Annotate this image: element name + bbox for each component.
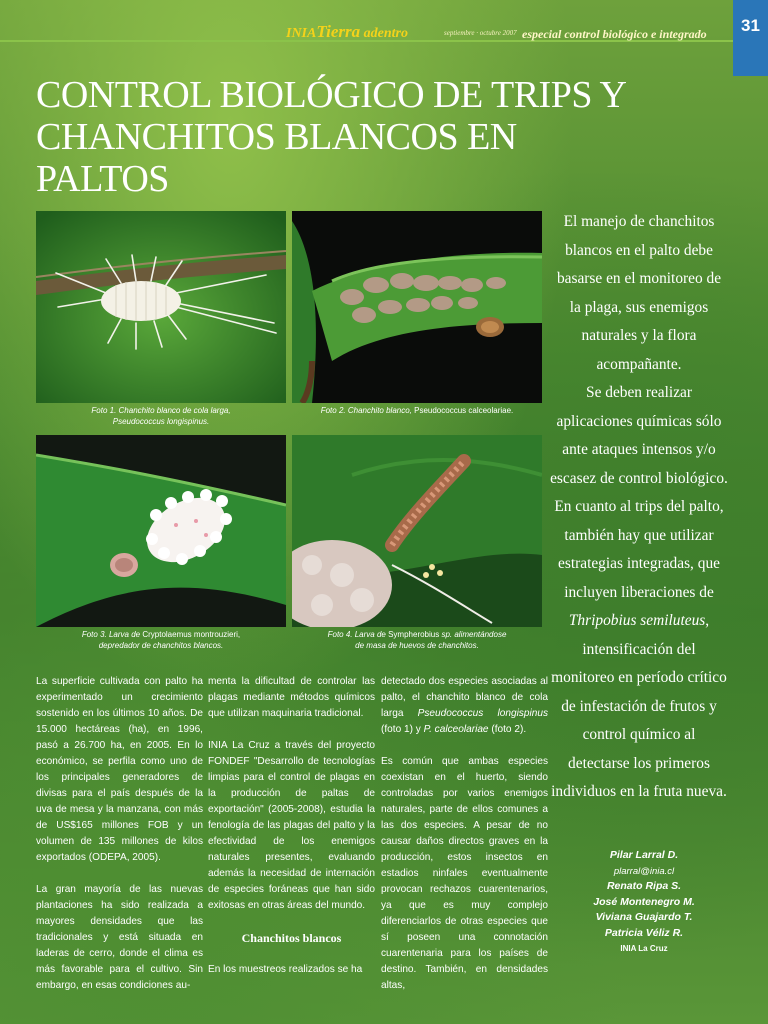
photo-1-caption: Foto 1. Chanchito blanco de cola larga, Pseudococcus longispinus. bbox=[91, 406, 231, 426]
brand-adentro: adentro bbox=[363, 26, 408, 41]
pull-quote: El manejo de chanchitos blancos en el palto debe basarse en el monitoreo de la plaga, sus enemigos naturales y la flora acompañante. Se deben realizar aplicaciones químicas sólo ante ataques intensos y/o escasez de control biológico. En cuanto al trips del palto, también hay que utilizar estrategias integradas, que incluyen liberaciones de Thripobius semiluteus, intensificación del monitoreo en período crítico de infestación de frutos y control químico al detectarse los primeros individuos en la fruta nueva. bbox=[550, 213, 728, 800]
photo-2-mealybug-colony bbox=[292, 211, 542, 403]
photo-1-longtailed-mealybug bbox=[36, 211, 286, 403]
paragraph: detectado dos especies asociadas al palto, el chanchito blanco de cola larga Pseudococcus longispinus (foto 1) y P. calceolariae (foto 2). bbox=[381, 676, 548, 735]
brand-inia: INIA bbox=[286, 26, 317, 41]
issue-date: septiembre · octubre 2007 bbox=[444, 29, 517, 37]
author-name: Pilar Larral D. bbox=[609, 849, 679, 861]
photo-4-sympherobius-larva bbox=[292, 435, 542, 627]
magazine-logo bbox=[286, 22, 408, 42]
photo-3-caption: Foto 3. Larva de Cryptolaemus montrouzieri, depredador de chanchitos blancos. bbox=[81, 630, 241, 650]
body-column-3 bbox=[381, 674, 548, 1010]
author-name: José Montenegro M. bbox=[593, 895, 695, 908]
body-column-2 bbox=[208, 674, 375, 994]
paragraph: menta la dificultad de controlar las plagas mediante métodos químicos que utilizan maquinaria tradicional. bbox=[208, 676, 375, 719]
article-title-line1: CONTROL BIOLÓGICO DE TRIPS Y bbox=[36, 74, 627, 116]
paragraph: La gran mayoría de las nuevas plantaciones ha sido realizada a mayores densidades que las tradicionales y está situada en laderas de cerro, donde el clima es más favorable para el cultivo. Sin embargo, en esas condiciones au- bbox=[36, 884, 203, 991]
author-name: Patricia Véliz R. bbox=[604, 926, 684, 939]
subheading: Chanchitos blancos bbox=[241, 931, 342, 945]
author-block bbox=[568, 848, 720, 957]
author-institution: INIA La Cruz bbox=[620, 944, 668, 953]
author-name: Viviana Guajardo T. bbox=[595, 911, 693, 923]
page-number-tab bbox=[733, 0, 768, 76]
section-title: especial control biológico e integrado bbox=[522, 27, 707, 41]
paragraph: Es común que ambas especies coexistan en el huerto, siendo controladas por varios enemigos naturales, parte de ellos comunes a las dos especies. A pesar de no causar daños directos graves en la producción, estos insectos en estadios ninfales eventualmente provocan rechazos cuarentenarios, ya que es muy complejo diferenciarlos de otras especies que sí poseen una connotación cuarentenaria para los países de destino. También, en densidades altas, bbox=[381, 756, 548, 991]
author-name: Renato Ripa S. bbox=[606, 880, 682, 892]
paragraph: La superficie cultivada con palto ha experimentado un crecimiento sostenido en los últimos 10 años. De 15.000 hectáreas (ha), en 1996, pasó a 26.700 ha, en 2005. En lo económico, se perfila como uno de los principales generadores de divisas para el país después de la uva de mesa y la manzana, con más de US$165 millones FOB y un volumen de 135 millones de kilos exportados (ODEPA, 2005). bbox=[36, 676, 203, 863]
brand-tierra: Tierra bbox=[316, 22, 361, 41]
photo-3-cryptolaemus-larva bbox=[36, 435, 286, 627]
paragraph: INIA La Cruz a través del proyecto FONDEF "Desarrollo de tecnologías limpias para el control de plagas en la producción de paltas de exportación" (2005-2008), estudia la fenología de las plagas del palto y la efectividad de los enemigos naturales presentes, evaluando además la necesidad de internación de especies foráneas que han sido exitosas en otras áreas del mundo. bbox=[208, 740, 375, 911]
paragraph: En los muestreos realizados se ha bbox=[208, 964, 363, 975]
page-number: 31 bbox=[741, 16, 760, 35]
photo-2-caption: Foto 2. Chanchito blanco, Pseudococcus calceolariae. bbox=[320, 406, 514, 415]
body-column-1 bbox=[36, 674, 203, 1010]
photo-4-caption: Foto 4. Larva de Sympherobius sp. alimentándose de masa de huevos de chanchitos. bbox=[327, 630, 507, 650]
article-title-line2: CHANCHITOS BLANCOS EN PALTOS bbox=[36, 116, 517, 200]
article-title bbox=[36, 74, 656, 200]
author-email: plarral@inia.cl bbox=[613, 865, 675, 877]
